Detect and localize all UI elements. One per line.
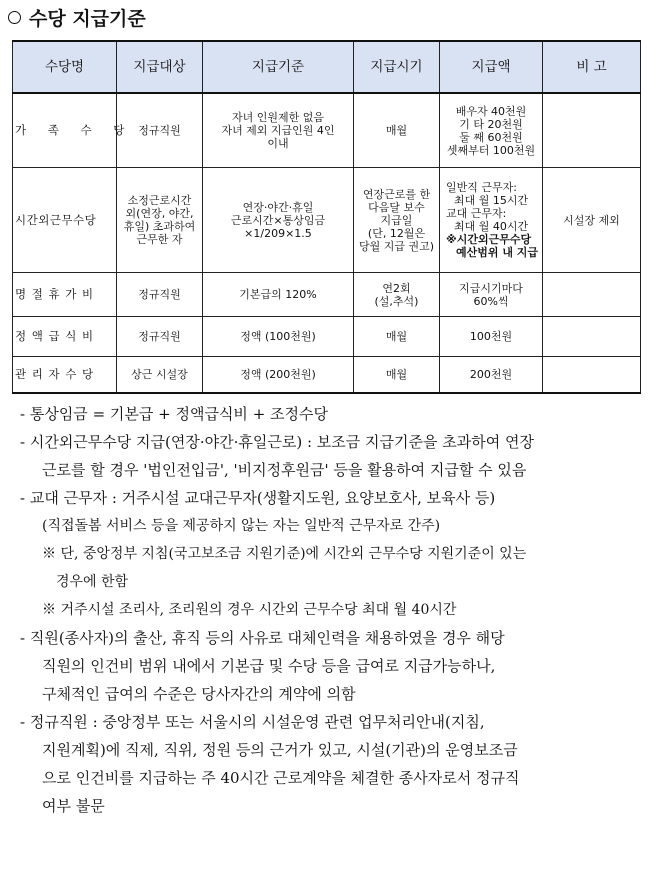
cell-criteria: 정액 (200천원) <box>203 357 354 394</box>
section-title-text: 수당 지급기준 <box>29 7 146 30</box>
header-remark: 비 고 <box>543 41 641 93</box>
section-title <box>8 4 146 30</box>
cell-remark <box>543 357 641 394</box>
note-item: - 직원(종사자)의 출산, 휴직 등의 사유로 대체인력을 채용하였을 경우 해당 직원의 인건비 범위 내에서 기본급 및 수당 등을 급여로 지급가능하나, 구체적인 급여의 수준은 당사자간의 계약에 의함 <box>20 629 505 703</box>
note-item: ※ 단, 중앙정부 지침(국고보조금 지원기준)에 시간외 근무수당 지원기준이 있는 경우에 한함 <box>42 546 527 590</box>
header-allowance-name: 수당명 <box>13 41 117 93</box>
cell-criteria: 기본급의 120% <box>203 273 354 317</box>
note-item: - 교대 근무자 : 거주시설 교대근무자(생활지도원, 요양보호사, 보육사 등) (직접돌봄 서비스 등을 제공하지 않는 자는 일반적 근무자로 간주) <box>20 489 496 534</box>
circle-bullet-icon <box>8 11 21 24</box>
cell-remark <box>543 317 641 357</box>
header-criteria: 지급기준 <box>203 41 354 93</box>
cell-target: 소정근로시간 외(연장, 야간, 휴일) 초과하여 근무한 자 <box>117 168 203 273</box>
cell-amount: 일반직 근무자: 최대 월 15시간 교대 근무자: 최대 월 40시간 ※시간외근무수당 예산범위 내 지급 <box>440 168 543 273</box>
note-item: ※ 거주시설 조리사, 조리원의 경우 시간외 근무수당 최대 월 40시간 <box>42 602 457 618</box>
table-row <box>13 357 641 394</box>
cell-amount: 200천원 <box>440 357 543 394</box>
cell-remark: 시설장 제외 <box>543 168 641 273</box>
cell-timing: 매월 <box>354 93 440 168</box>
cell-criteria: 자녀 인원제한 없음 자녀 제외 지급인원 4인 이내 <box>203 93 354 168</box>
cell-criteria: 정액 (100천원) <box>203 317 354 357</box>
cell-allowance-name: 시간외근무수당 <box>13 168 117 273</box>
cell-allowance-name: 정 액 급 식 비 <box>13 317 117 357</box>
cell-amount: 100천원 <box>440 317 543 357</box>
cell-target: 정규직원 <box>117 317 203 357</box>
cell-timing: 연2회 (설,추석) <box>354 273 440 317</box>
table-row <box>13 168 641 273</box>
note-item: - 시간외근무수당 지급(연장·야간·휴일근로) : 보조금 지급기준을 초과하여 연장 근로를 할 경우 '법인전입금', '비지정후원금' 등을 활용하여 지급할 수 있음 <box>20 433 534 479</box>
notes-list <box>20 400 650 820</box>
header-timing: 지급시기 <box>354 41 440 93</box>
table-row <box>13 93 641 168</box>
allowance-table <box>12 40 641 394</box>
table-header-row <box>13 41 641 93</box>
note-item: - 정규직원 : 중앙정부 또는 서울시의 시설운영 관련 업무처리안내(지침, 지원계획)에 직제, 직위, 정원 등의 근거가 있고, 시설(기관)의 운영보조금 으로 인건비를 지급하는 주 40시간 근로계약을 체결한 종사자로서 정규직 여부 불문 <box>20 713 520 815</box>
cell-allowance-name: 관 리 자 수 당 <box>13 357 117 394</box>
cell-criteria: 연장·야간·휴일 근로시간×통상임금 ×1/209×1.5 <box>203 168 354 273</box>
cell-target: 상근 시설장 <box>117 357 203 394</box>
table-row <box>13 317 641 357</box>
header-amount: 지급액 <box>440 41 543 93</box>
cell-remark <box>543 273 641 317</box>
cell-amount: 배우자 40천원 기 타 20천원 둘 째 60천원 셋째부터 100천원 <box>440 93 543 168</box>
cell-timing: 매월 <box>354 317 440 357</box>
cell-target: 정규직원 <box>117 93 203 168</box>
cell-allowance-name: 명 절 휴 가 비 <box>13 273 117 317</box>
cell-target: 정규직원 <box>117 273 203 317</box>
cell-timing: 매월 <box>354 357 440 394</box>
cell-timing: 연장근로를 한 다음달 보수 지급일 (단, 12월은 당월 지급 권고) <box>354 168 440 273</box>
cell-allowance-name: 가 족 수 당 <box>13 93 117 168</box>
cell-remark <box>543 93 641 168</box>
note-item: - 통상임금 = 기본급 + 정액급식비 + 조정수당 <box>20 405 328 423</box>
header-target: 지급대상 <box>117 41 203 93</box>
table-row <box>13 273 641 317</box>
cell-amount: 지급시기마다 60%씩 <box>440 273 543 317</box>
